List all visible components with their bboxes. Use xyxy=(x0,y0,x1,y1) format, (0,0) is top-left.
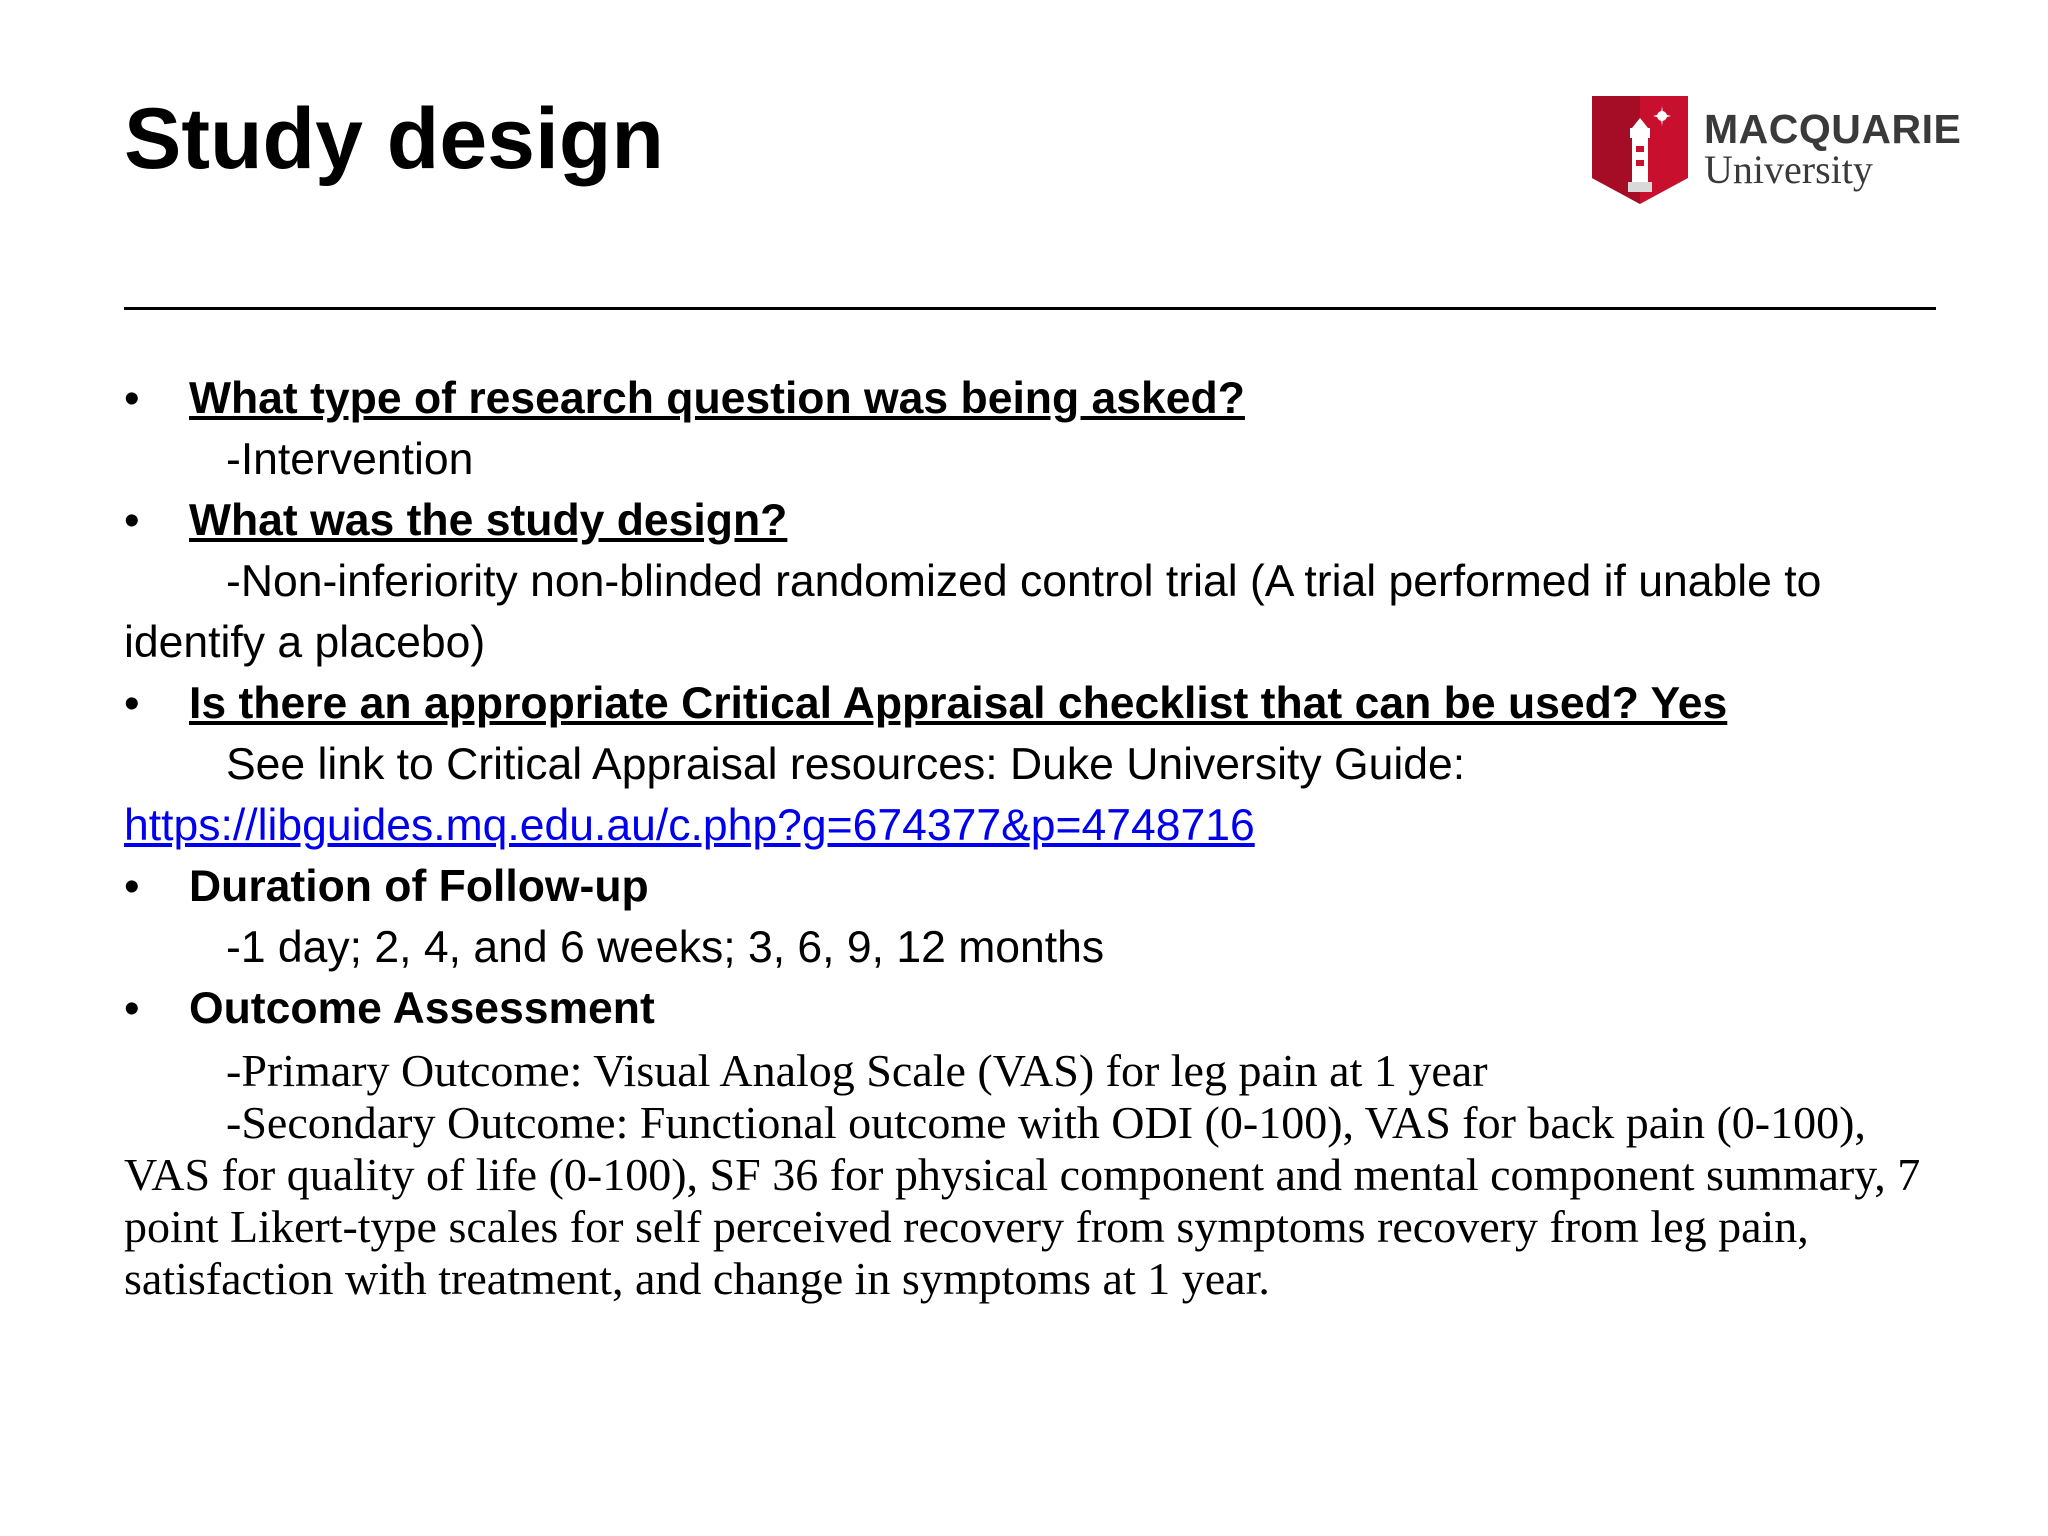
answer-text: -Intervention xyxy=(226,435,474,484)
answer-text: See link to Critical Appraisal resources: Duke University Guide: xyxy=(226,740,1466,789)
bullet-marker: • xyxy=(124,374,140,423)
question-heading: What was the study design? xyxy=(189,496,788,545)
section-heading: Outcome Assessment xyxy=(189,984,655,1033)
primary-outcome-text: -Primary Outcome: Visual Analog Scale (VAS) for leg pain at 1 year xyxy=(226,1045,1488,1096)
logo-wordmark-line2: University xyxy=(1704,147,1873,192)
bullet-marker: • xyxy=(124,496,140,545)
appraisal-resources-link[interactable]: https://libguides.mq.edu.au/c.php?g=674377&p=4748716 xyxy=(124,801,1255,850)
logo-wordmark-line1: MACQUARIE xyxy=(1704,106,1962,152)
bullet-appraisal-checklist xyxy=(124,673,1944,734)
section-heading: Duration of Follow-up xyxy=(189,862,649,911)
bullet-study-design xyxy=(124,490,1944,551)
slide-title: Study design xyxy=(124,91,664,187)
macquarie-logo xyxy=(1592,96,1972,206)
slide-body xyxy=(124,368,1944,1305)
bullet-marker: • xyxy=(124,862,140,911)
lighthouse-crest-icon xyxy=(1592,96,1688,204)
answer-text: -1 day; 2, 4, and 6 weeks; 3, 6, 9, 12 months xyxy=(226,923,1105,972)
secondary-outcome-text: -Secondary Outcome: Functional outcome with ODI (0-100), VAS for back pain (0-100), VAS for quality of life (0-100), SF 36 for physical component and mental component summary, 7 point Likert-type scales for self perceived recovery from symptoms recovery from leg pain, satisfaction with treatment, and change in symptoms at 1 year. xyxy=(124,1097,1921,1304)
bullet-research-question xyxy=(124,368,1944,429)
bullet-outcome-assessment xyxy=(124,978,1944,1039)
question-heading: What type of research question was being asked? xyxy=(189,374,1245,423)
answer-text: -Non-inferiority non-blinded randomized control trial (A trial performed if unable to identify a placebo) xyxy=(124,557,1822,667)
title-divider xyxy=(124,307,1936,310)
bullet-marker: • xyxy=(124,984,140,1033)
bullet-marker: • xyxy=(124,679,140,728)
question-heading: Is there an appropriate Critical Appraisal checklist that can be used? Yes xyxy=(189,679,1728,728)
bullet-follow-up xyxy=(124,856,1944,917)
